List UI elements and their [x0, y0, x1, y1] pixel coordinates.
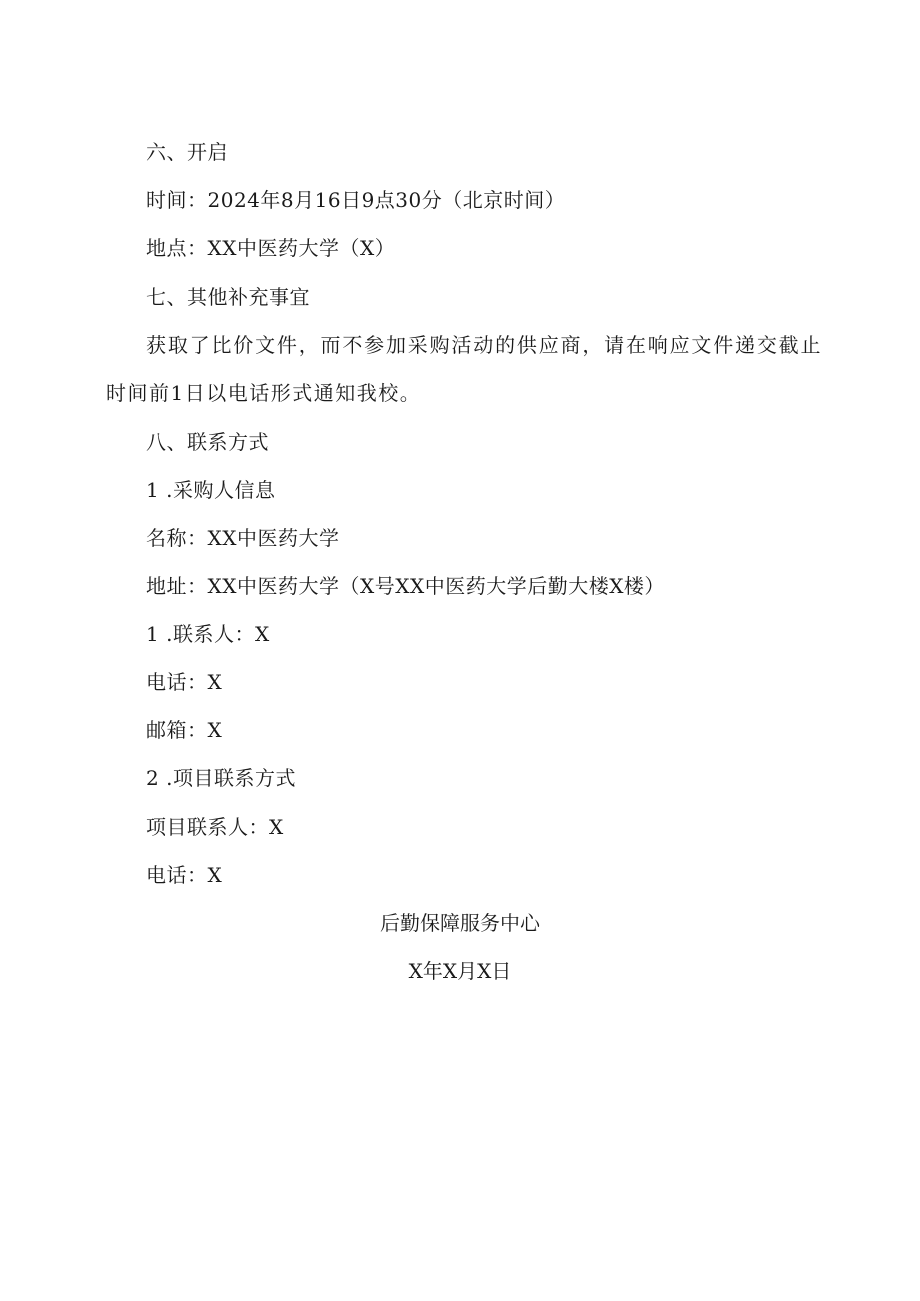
signature-date: X年X月X日 [408, 959, 512, 983]
project-contact-person: 项目联系人：X [146, 815, 284, 839]
opening-place: 地点：XX中医药大学（X） [146, 236, 396, 260]
signature-organization: 后勤保障服务中心 [380, 911, 540, 935]
opening-time: 时间：2024年8月16日9点30分（北京时间） [146, 188, 566, 212]
contact-phone: 电话：X [146, 670, 223, 694]
section-seven-heading: 七、其他补充事宜 [146, 285, 310, 309]
purchaser-info-heading: 1 .采购人信息 [146, 478, 276, 502]
section-eight-heading: 八、联系方式 [146, 430, 269, 454]
contact-person: 1 .联系人：X [146, 622, 270, 646]
project-contact-phone: 电话：X [146, 863, 223, 887]
purchaser-address: 地址：XX中医药大学（X号XX中医药大学后勤大楼X楼） [146, 574, 665, 598]
contact-email: 邮箱：X [146, 718, 223, 742]
section-six-heading: 六、开启 [146, 140, 228, 164]
project-contact-heading: 2 .项目联系方式 [146, 766, 296, 790]
purchaser-name: 名称：XX中医药大学 [146, 526, 340, 550]
supplement-paragraph: 获取了比价文件，而不参加采购活动的供应商，请在响应文件递交截止时间前1日以电话形式通知我校。 [106, 333, 822, 405]
